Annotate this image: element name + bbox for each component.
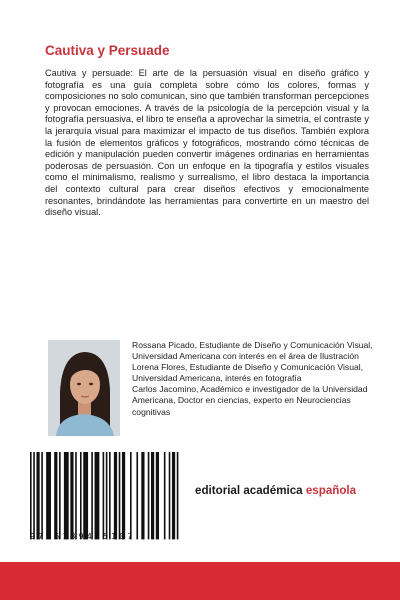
bottom-color-band <box>0 562 400 600</box>
barcode-bar <box>36 452 39 539</box>
barcode-bar <box>54 452 57 539</box>
barcode-bar <box>83 452 88 539</box>
barcode-bar <box>91 452 93 539</box>
barcode-bar <box>130 452 132 539</box>
barcode-bar <box>122 452 125 539</box>
barcode-bar <box>46 452 51 539</box>
barcode-bar <box>33 452 35 539</box>
barcode-bar <box>59 452 61 539</box>
barcode-bar <box>136 452 138 539</box>
barcode-bar <box>172 452 175 539</box>
publisher-logo <box>195 484 395 497</box>
barcode-bar <box>103 452 105 539</box>
barcode-bar <box>64 452 69 539</box>
barcode-bar <box>148 452 150 539</box>
author-bios <box>132 340 382 418</box>
barcode-bar <box>169 452 171 539</box>
barcode-bar <box>106 452 108 539</box>
barcode-bar <box>109 452 111 539</box>
book-description: Cautiva y persuade: El arte de la persuasión visual en diseño gráfico y fotografía es una guía completa sobre cómo los colores, formas y composiciones no solo comunican, sino que también transforman percepciones y provocan emociones. A través de la psicología de la percepción visual y la fotografía persuasiva, el libro te enseña a aprovechar la simetría, el contraste y la jerarquía visual para maximizar el impacto de tus diseños. También explora la fusión de elementos gráficos y fotográficos, mostrando cómo técnicas de edición y manipulación pueden convertir imágenes ordinarias en herramientas poderosas de persuasión. Con un enfoque en la tipografía y estilos visuales como el minimalismo, realismo y surrealismo, el libro destaca la importancia del contexto cultural para crear diseños efectivos y emocionalmente resonantes, brindándote las herramientas para convertirte en un maestro del diseño visual. <box>45 68 369 218</box>
barcode-bar <box>30 452 32 539</box>
author-bio-lorena: Lorena Flores, Estudiante de Diseño y Comunicación Visual, Universidad Americana, interés en fotografía <box>132 362 364 384</box>
author-portrait-image <box>48 340 120 436</box>
publisher-name-accent: española <box>305 484 357 497</box>
barcode-bar <box>156 452 159 539</box>
publisher-name: editorial académica <box>195 484 306 497</box>
barcode-bar <box>41 452 43 539</box>
author-photo <box>48 340 120 436</box>
barcode-bar <box>141 452 144 539</box>
isbn-barcode <box>28 452 182 544</box>
barcode-bar <box>119 452 121 539</box>
barcode-bar <box>75 452 77 539</box>
book-title: Cautiva y Persuade <box>45 43 170 58</box>
barcode-bar <box>151 452 154 539</box>
barcode-bar <box>80 452 82 539</box>
barcode-bar <box>177 452 179 539</box>
isbn-number: 9786139405107 <box>30 532 136 541</box>
barcode-bar <box>114 452 117 539</box>
barcode-bar <box>95 452 100 539</box>
barcode-bar <box>164 452 166 539</box>
author-bio-rossana: Rossana Picado, Estudiante de Diseño y Comunicación Visual, Universidad Americana con interés en el área de Ilustración <box>132 340 373 362</box>
author-bio-carlos: Carlos Jacomino, Académico e investigador de la Universidad Americana, Doctor en ciencias, experto en Neurociencias cognitivas <box>132 384 368 417</box>
barcode-bar <box>70 452 73 539</box>
